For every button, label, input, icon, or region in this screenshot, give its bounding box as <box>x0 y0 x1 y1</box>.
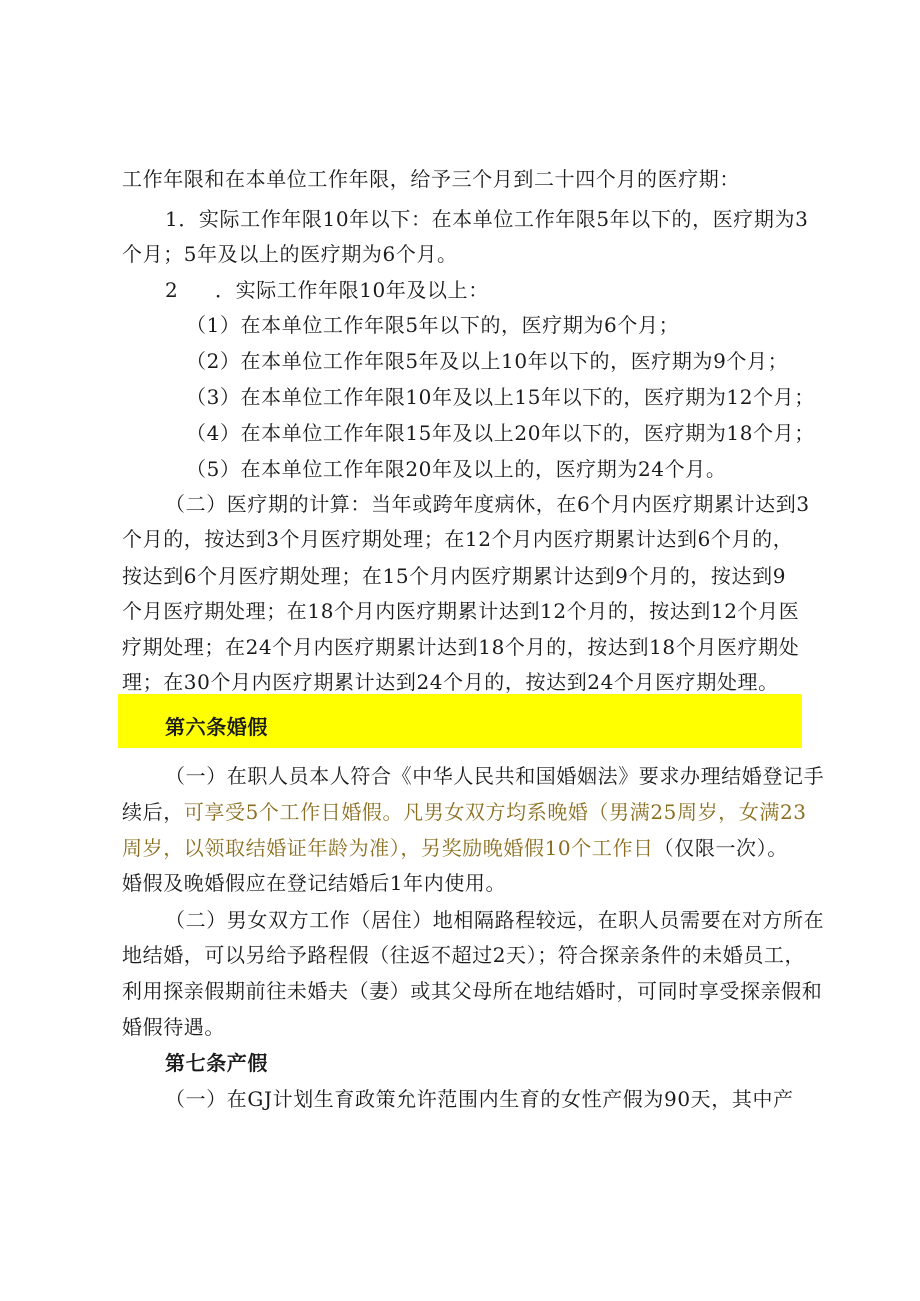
paragraph-line: 地结婚，可以另给予路程假（往返不超过2天）；符合探亲条件的未婚员工， <box>122 943 806 967</box>
article-heading: 第七条产假 <box>165 1051 268 1075</box>
sub-list-item: （1）在本单位工作年限5年以下的，医疗期为6个月； <box>186 313 680 337</box>
paragraph-line: 利用探亲假期前往未婚夫（妻）或其父母所在地结婚时，可同时享受探亲假和 <box>122 979 823 1003</box>
paragraph-line: （二）医疗期的计算：当年或跨年度病休，在6个月内医疗期累计达到3 <box>165 492 810 516</box>
highlighted-text: 可享受5个工作日婚假。凡男女双方均系晚婚（男满25周岁，女满23 <box>183 800 807 824</box>
paragraph-line: （二）男女双方工作（居住）地相隔路程较远，在职人员需要在对方所在 <box>165 908 825 932</box>
paragraph-line: 婚假及晚婚假应在登记结婚后1年内使用。 <box>122 871 507 895</box>
text-span: （仅限一次）。 <box>653 836 788 860</box>
list-item: 1．实际工作年限10年以下：在本单位工作年限5年以下的，医疗期为3 <box>165 207 809 231</box>
paragraph-line: （一）在GJ计划生育政策允许范围内生育的女性产假为90天，其中产 <box>165 1087 794 1111</box>
sub-list-item: （5）在本单位工作年限20年及以上的，医疗期为24个月。 <box>186 457 727 481</box>
paragraph-line: 个月医疗期处理；在18个月内医疗期累计达到12个月的，按达到12个月医 <box>122 599 800 623</box>
article-heading: 第六条婚假 <box>165 715 268 739</box>
paragraph-line <box>122 834 788 862</box>
highlighted-text: 周岁，以领取结婚证年龄为准），另奖励晚婚假10个工作日 <box>122 836 654 860</box>
paragraph-line: 工作年限和在本单位工作年限，给予三个月到二十四个月的医疗期： <box>122 167 740 191</box>
paragraph-line: 婚假待遇。 <box>122 1015 225 1039</box>
list-item: ．实际工作年限10年及以上： <box>215 278 489 302</box>
paragraph-line: 按达到6个月医疗期处理；在15个月内医疗期累计达到9个月的，按达到9 <box>122 564 787 588</box>
text-span: 续后， <box>122 800 184 824</box>
paragraph-line: 理；在30个月内医疗期累计达到24个月的，按达到24个月医疗期处理。 <box>122 670 779 694</box>
paragraph-line: 疗期处理；在24个月内医疗期累计达到18个月的，按达到18个月医疗期处 <box>122 635 800 659</box>
paragraph-line: 个月；5年及以上的医疗期为6个月。 <box>122 242 458 266</box>
paragraph-line <box>122 798 807 826</box>
sub-list-item: （2）在本单位工作年限5年及以上10年以下的，医疗期为9个月； <box>186 349 789 373</box>
sub-list-item: （4）在本单位工作年限15年及以上20年以下的，医疗期为18个月； <box>186 421 815 445</box>
sub-list-item: （3）在本单位工作年限10年及以上15年以下的，医疗期为12个月； <box>186 385 815 409</box>
paragraph-line: （一）在职人员本人符合《中华人民共和国婚姻法》要求办理结婚登记手 <box>165 764 825 788</box>
paragraph-line: 个月的，按达到3个月医疗期处理；在12个月内医疗期累计达到6个月的， <box>122 527 794 551</box>
list-item-number: 2 <box>165 278 179 302</box>
